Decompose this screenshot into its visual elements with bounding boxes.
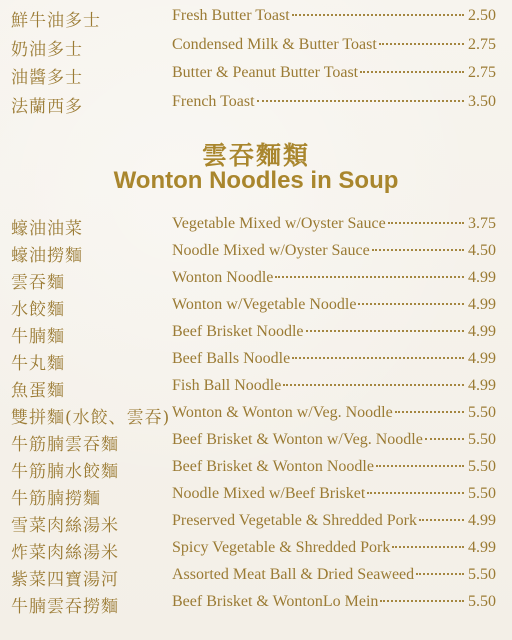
- item-name-chinese: 紫菜四寶湯河: [11, 570, 119, 590]
- item-name-english: Beef Brisket Noodle: [172, 323, 304, 340]
- dot-leader: [275, 276, 464, 278]
- item-name-chinese: 牛腩麵: [11, 327, 65, 347]
- dot-leader: [292, 14, 464, 16]
- menu-item-row: [0, 212, 512, 238]
- section-title-english: Wonton Noodles in Soup: [113, 167, 399, 194]
- menu-item-row: [0, 239, 512, 265]
- item-name-english: Fish Ball Noodle: [172, 377, 282, 394]
- dot-leader: [388, 222, 464, 224]
- dot-leader: [416, 573, 464, 575]
- item-name-english: Wonton & Wonton w/Veg. Noodle: [172, 404, 393, 421]
- menu-item-row: [0, 482, 512, 508]
- item-name-chinese: 奶油多士: [11, 39, 83, 60]
- item-name-english: Beef Balls Noodle: [172, 350, 291, 367]
- menu-item-row: [0, 61, 512, 87]
- item-price: 5.50: [468, 566, 496, 583]
- item-price: 2.75: [468, 35, 496, 53]
- item-price: 4.50: [468, 242, 496, 259]
- item-name-english: Butter & Peanut Butter Toast: [172, 64, 359, 81]
- dot-leader: [292, 357, 464, 359]
- item-price: 4.99: [468, 377, 496, 394]
- menu-item-row: [0, 293, 512, 319]
- item-name-chinese: 雙拼麵(水餃、雲吞): [11, 408, 171, 428]
- item-price: 4.99: [468, 539, 496, 556]
- item-name-english: Preserved Vegetable & Shredded Pork: [172, 512, 417, 529]
- item-name-chinese: 牛腩雲吞撈麵: [11, 597, 119, 617]
- item-entry: [172, 539, 496, 557]
- item-entry: [172, 7, 496, 25]
- item-entry: [172, 404, 496, 422]
- dot-leader: [376, 465, 464, 467]
- item-entry: [172, 269, 496, 287]
- item-name-chinese: 水餃麵: [11, 300, 65, 320]
- item-name-english: Vegetable Mixed w/Oyster Sauce: [172, 215, 386, 232]
- item-price: 4.99: [468, 512, 496, 529]
- menu-item-row: [0, 4, 512, 30]
- item-entry: [172, 296, 496, 314]
- menu-item-row: [0, 401, 512, 427]
- item-price: 3.50: [468, 92, 496, 110]
- item-entry: [172, 36, 496, 54]
- item-entry: [172, 215, 496, 233]
- menu-item-row: [0, 33, 512, 59]
- item-name-chinese: 雪菜肉絲湯米: [11, 516, 119, 536]
- item-name-chinese: 蠔油撈麵: [11, 246, 83, 266]
- item-name-chinese: 法蘭西多: [11, 96, 83, 117]
- item-price: 3.75: [468, 215, 496, 232]
- item-name-english: Wonton w/Vegetable Noodle: [172, 296, 357, 313]
- menu-item-row: [0, 90, 512, 116]
- item-entry: [172, 593, 496, 611]
- item-price: 2.50: [468, 7, 496, 24]
- item-entry: [172, 350, 496, 368]
- dot-leader: [419, 519, 464, 521]
- item-entry: [172, 566, 496, 584]
- menu-item-row: [0, 374, 512, 400]
- dot-leader: [367, 492, 464, 494]
- item-entry: [172, 64, 496, 82]
- item-name-chinese: 鮮牛油多士: [11, 11, 101, 31]
- item-name-english: Condensed Milk & Butter Toast: [172, 35, 377, 53]
- dot-leader: [379, 43, 464, 45]
- item-price: 5.50: [468, 404, 496, 421]
- menu-item-row: [0, 536, 512, 562]
- item-name-english: Assorted Meat Ball & Dried Seaweed: [172, 566, 415, 583]
- dot-leader: [358, 303, 464, 305]
- menu-item-row: [0, 320, 512, 346]
- menu-item-row: [0, 509, 512, 535]
- dot-leader: [306, 330, 464, 332]
- dot-leader: [425, 438, 464, 440]
- section-title-chinese: 雲吞麵類: [201, 141, 310, 170]
- menu-item-row: [0, 266, 512, 292]
- item-name-english: Noodle Mixed w/Beef Brisket: [172, 485, 366, 502]
- item-name-english: French Toast: [172, 92, 255, 110]
- item-price: 5.50: [468, 431, 496, 448]
- item-price: 5.50: [468, 485, 496, 502]
- item-name-chinese: 牛筋腩水餃麵: [11, 462, 119, 482]
- item-name-chinese: 蠔油油菜: [11, 219, 83, 239]
- menu-item-row: [0, 428, 512, 454]
- item-name-english: Wonton Noodle: [172, 269, 274, 286]
- menu-item-row: [0, 563, 512, 589]
- item-price: 5.50: [468, 593, 496, 610]
- item-name-chinese: 油醬多士: [11, 68, 83, 88]
- item-name-english: Beef Brisket & Wonton Noodle: [172, 458, 374, 475]
- item-price: 4.99: [468, 323, 496, 340]
- item-name-chinese: 牛丸麵: [11, 354, 65, 374]
- item-entry: [172, 431, 496, 449]
- dot-leader: [395, 411, 464, 413]
- dot-leader: [372, 249, 464, 251]
- item-entry: [172, 377, 496, 395]
- dot-leader: [360, 71, 464, 73]
- item-entry: [172, 323, 496, 341]
- dot-leader: [392, 546, 464, 548]
- item-entry: [172, 93, 496, 111]
- item-price: 4.99: [468, 269, 496, 286]
- item-name-chinese: 炸菜肉絲湯米: [11, 543, 119, 563]
- item-price: 4.99: [468, 296, 496, 313]
- item-name-english: Beef Brisket & Wonton w/Veg. Noodle: [172, 431, 423, 448]
- menu-item-row: [0, 347, 512, 373]
- item-name-english: Beef Brisket & WontonLo Mein: [172, 593, 379, 610]
- dot-leader: [283, 384, 464, 386]
- item-price: 2.75: [468, 64, 496, 81]
- item-name-english: Fresh Butter Toast: [172, 7, 290, 24]
- item-entry: [172, 485, 496, 503]
- item-name-english: Spicy Vegetable & Shredded Pork: [172, 539, 391, 556]
- item-name-chinese: 牛筋腩撈麵: [11, 489, 101, 509]
- item-entry: [172, 512, 496, 530]
- item-price: 5.50: [468, 458, 496, 475]
- menu-item-row: [0, 590, 512, 616]
- item-name-chinese: 魚蛋麵: [11, 381, 65, 401]
- item-price: 4.99: [468, 350, 496, 367]
- item-name-chinese: 牛筋腩雲吞麵: [11, 435, 119, 455]
- item-name-chinese: 雲吞麵: [11, 273, 65, 293]
- dot-leader: [257, 100, 464, 102]
- menu-item-row: [0, 455, 512, 481]
- item-entry: [172, 242, 496, 260]
- item-name-english: Noodle Mixed w/Oyster Sauce: [172, 242, 370, 259]
- dot-leader: [380, 600, 464, 602]
- item-entry: [172, 458, 496, 476]
